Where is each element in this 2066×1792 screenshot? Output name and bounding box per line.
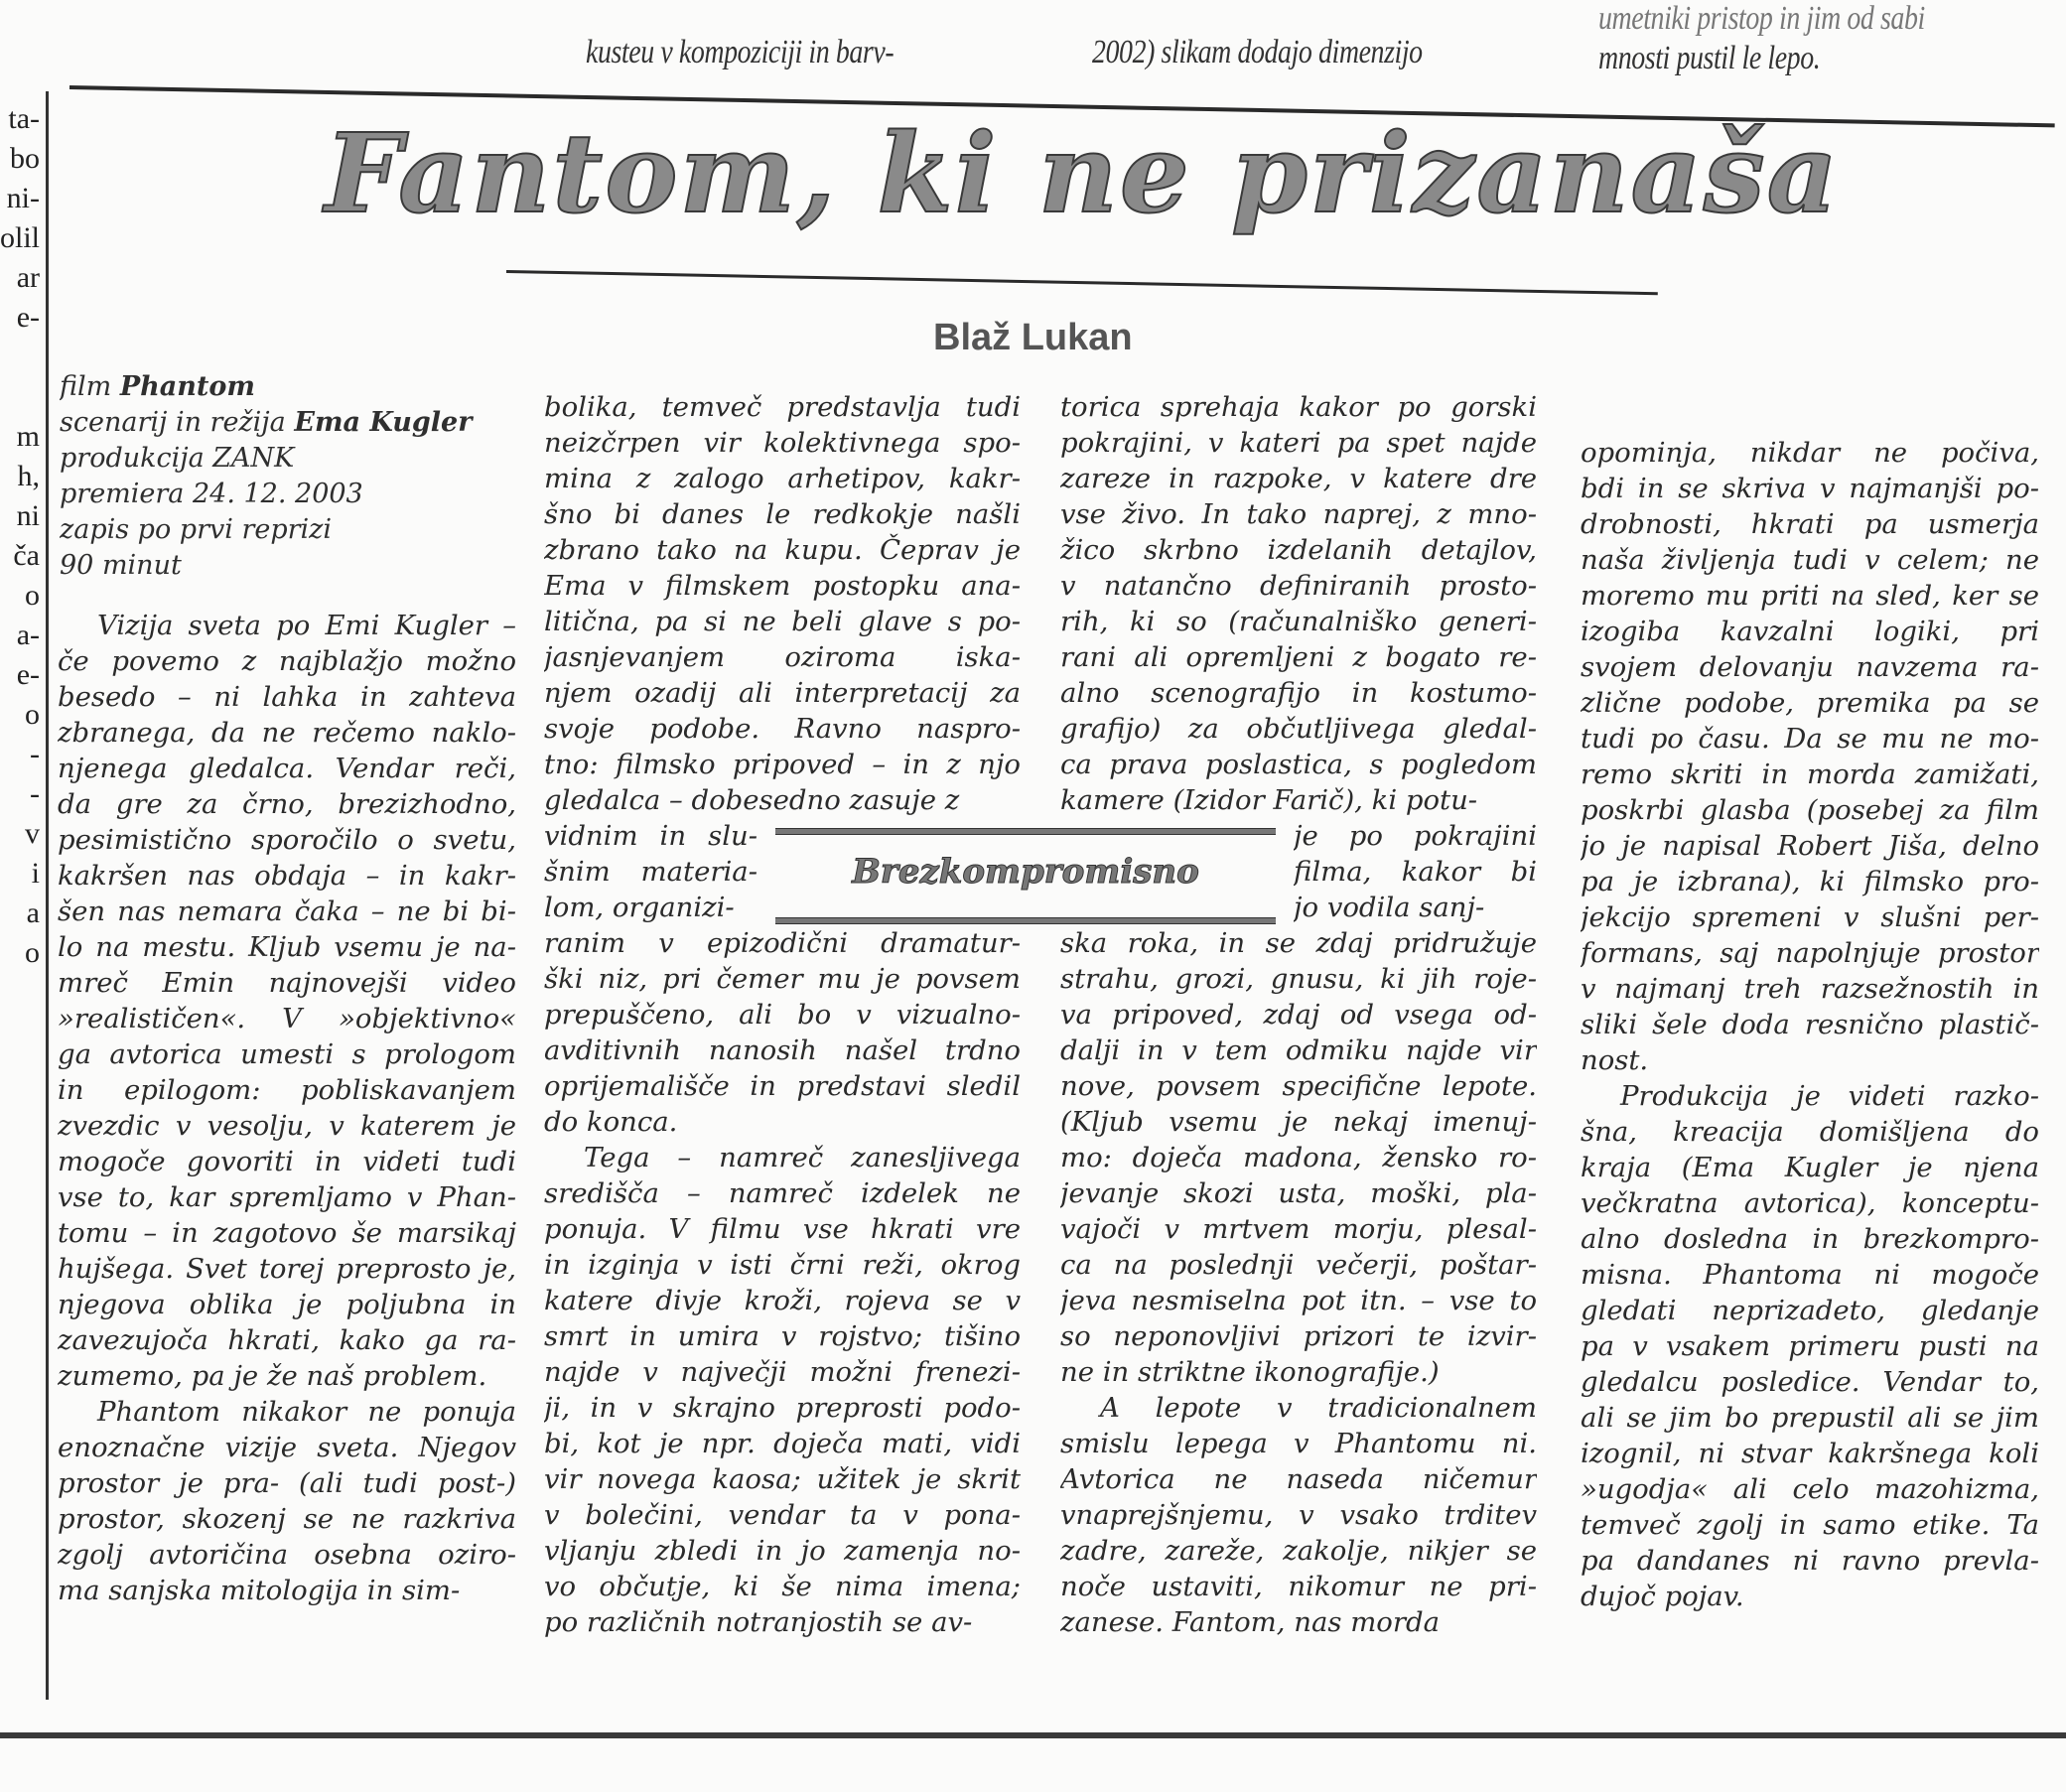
text-line: v najmanj treh razsežnostih in <box>1581 973 2039 1005</box>
paragraph <box>544 818 758 925</box>
text-line: šnim materia- <box>544 856 758 888</box>
text-line: sliki šele doda resnično plastič- <box>1581 1009 2039 1040</box>
paragraph <box>1060 1390 1537 1640</box>
text-line: pa je izbrana), ki filmsko pro- <box>1581 866 2039 897</box>
text-line: pa v vsakem primeru pusti na <box>1581 1330 2039 1362</box>
text-line: zavezujoča hkrati, kako ga ra- <box>58 1324 516 1356</box>
text-line: alno dosledna in brezkompro- <box>1581 1223 2039 1255</box>
text-line: »ugodja« ali celo mazohizma, <box>1581 1473 2039 1505</box>
text-line: jeva nesmiselna pot itn. – vse to <box>1060 1285 1537 1316</box>
text-line: je po pokrajini <box>1294 820 1537 852</box>
paragraph <box>1060 389 1537 818</box>
text-line: oprijemališče in predstavi sledil <box>544 1070 1021 1102</box>
text-line: temveč zgolj in samo etike. Ta <box>1581 1509 2039 1541</box>
text-line: jo vodila sanj- <box>1294 892 1485 923</box>
text-line: šno bi danes le redkokje našli <box>544 498 1021 530</box>
paragraph <box>1581 435 2039 1078</box>
column-divider <box>46 91 49 1700</box>
text-line: kakršen nas obdaja – in kakr- <box>58 860 516 892</box>
text-line: misna. Phantoma ni mogoče <box>1581 1259 2039 1291</box>
text-line: ponuja. V filmu vse hkrati vre <box>544 1213 1021 1245</box>
director-name: Ema Kugler <box>294 407 473 438</box>
text-line: mogoče govoriti in videti tudi <box>58 1146 516 1177</box>
info-production: produkcija ZANK <box>60 443 295 474</box>
text-line: lom, organizi- <box>544 892 735 923</box>
text-line: zgolj avtoričina osebna oziro- <box>58 1539 516 1571</box>
text-line: vse to, kar spremljamo v Phan- <box>58 1181 516 1213</box>
text-line: ranim v epizodični dramatur- <box>544 927 1021 959</box>
text-line: zbranega, da ne rečemo naklo- <box>58 717 516 749</box>
crosshead <box>775 820 1276 927</box>
text-line: rani ali opremljeni z bogato re- <box>1060 641 1537 673</box>
strip-fragment: kusteu v kompoziciji in barv- <box>586 34 895 70</box>
sliver-fragment: ni- <box>6 182 40 214</box>
sliver-fragment: i <box>31 857 40 890</box>
text-line: ska roka, in se zdaj pridružuje <box>1060 927 1537 959</box>
text-line: kraja (Ema Kugler je njena <box>1581 1152 2039 1183</box>
sliver-fragment: e- <box>16 301 40 334</box>
text-line: »realističen«. V »objektivno« <box>58 1003 516 1034</box>
info-label: scenarij in režija <box>60 407 286 438</box>
text-line: poskrbi glasba (posebej za film <box>1581 794 2039 826</box>
sliver-fragment: ni <box>16 499 40 532</box>
text-line: katere divje kroži, rojeva se v <box>544 1285 1021 1316</box>
text-line: bdi in se skriva v najmanjši po- <box>1581 473 2039 504</box>
text-line: zareze in razpoke, v katere dre <box>1060 463 1537 494</box>
text-line: avditivnih nanosih našel trdno <box>544 1034 1021 1066</box>
text-line: jevanje skozi usta, moški, pla- <box>1060 1177 1537 1209</box>
text-line: enoznačne vizije sveta. Njegov <box>58 1432 516 1463</box>
text-line: ali se jim bo prepustil ali se jim <box>1581 1402 2039 1434</box>
text-line: da gre za črno, brezizhodno, <box>58 788 516 820</box>
strip-fragment: 2002) slikam dodajo dimenzijo <box>1092 34 1423 70</box>
headline: Fantom, ki ne prizanaša <box>325 109 1840 237</box>
info-note: zapis po prvi reprizi <box>60 514 333 545</box>
text-line: izognil, ni stvar kakršnega koli <box>1581 1438 2039 1469</box>
sliver-fragment: - <box>30 777 40 810</box>
text-line: ga avtorica umesti s prologom <box>58 1038 516 1070</box>
film-title: Phantom <box>119 371 255 402</box>
text-line: hujšega. Svet torej preprosto je, <box>58 1253 516 1285</box>
sliver-fragment: e- <box>16 658 40 691</box>
info-director <box>60 405 526 441</box>
crosshead-rule <box>775 917 1276 924</box>
text-line: lo na mestu. Kljub vsemu je na- <box>58 931 516 963</box>
text-line: zumemo, pa je že naš problem. <box>58 1360 487 1392</box>
text-line: njegova oblika je poljubna in <box>58 1289 516 1320</box>
sliver-fragment: olil <box>0 221 40 254</box>
byline: Blaž Lukan <box>933 317 1133 358</box>
text-line: Tega – namreč zanesljivega <box>584 1142 1021 1173</box>
sliver-fragment <box>0 338 40 377</box>
text-line: jekcijo spremeni v slušni per- <box>1581 901 2039 933</box>
text-line: A lepote v tradicionalnem <box>1100 1392 1537 1424</box>
text-line: filma, kakor bi <box>1294 856 1537 888</box>
text-line: so neponovljivi prizori te izvir- <box>1060 1320 1537 1352</box>
text-line: noče ustaviti, nikomur ne pri- <box>1060 1571 1537 1602</box>
text-line: žico skrbno izdelanih detajlov, <box>1060 534 1537 566</box>
text-line: rih, ki so (računalniško generi- <box>1060 606 1537 637</box>
text-line: tno: filmsko pripoved – in z njo <box>544 749 1021 780</box>
text-line: vse živo. In tako naprej, z mno- <box>1060 498 1537 530</box>
text-line: Avtorica ne naseda ničemur <box>1060 1463 1537 1495</box>
text-line: šna, kreacija domišljena do <box>1581 1116 2039 1148</box>
text-line: va pripoved, zdaj od vsega od- <box>1060 999 1537 1031</box>
text-line: gledalcu posledice. Vendar to, <box>1581 1366 2039 1398</box>
text-line: vo občutje, ki še nima imena; <box>544 1571 1021 1602</box>
sliver-fragment <box>0 377 40 417</box>
strip-fragment: umetniki pristop in jim od sabi <box>1598 0 1925 37</box>
text-line: ca prava poslastica, s pogledom <box>1060 749 1537 780</box>
sliver-fragment: a- <box>16 619 40 651</box>
text-line: in epilogom: pobliskavanjem <box>58 1074 516 1106</box>
text-line: bi, kot je npr. doječa mati, vidi <box>544 1428 1021 1459</box>
paragraph <box>1294 818 1537 925</box>
text-line: vajoči v mrtvem morju, plesal- <box>1060 1213 1537 1245</box>
text-line: njem ozadij ali interpretacij za <box>544 677 1021 709</box>
text-line: ma sanjska mitologija in sim- <box>58 1575 461 1606</box>
text-line: v natančno definiranih prosto- <box>1060 570 1537 602</box>
text-line: zvezdic v vesolju, v katerem je <box>58 1110 516 1142</box>
text-line: do konca. <box>544 1106 678 1138</box>
paragraph <box>58 1394 516 1608</box>
text-line: prepuščeno, ali bo v vizualno- <box>544 999 1021 1031</box>
text-line: Ema v filmskem postopku ana- <box>544 570 1021 602</box>
text-line: šen nas nemara čaka – ne bi bi- <box>58 896 516 927</box>
text-line: strahu, grozi, gnusu, ki jih roje- <box>1060 963 1537 995</box>
sliver-fragment: h, <box>17 460 40 492</box>
crosshead-title: Brezkompromisno <box>852 852 1199 892</box>
text-line: zadre, zareže, zakolje, nikjer se <box>1060 1535 1537 1567</box>
text-line: ne in striktne ikonografije.) <box>1060 1356 1440 1388</box>
text-line: litična, pa si ne beli glave s po- <box>544 606 1021 637</box>
text-line: alno scenografijo in kostumo- <box>1060 677 1537 709</box>
text-line: drobnosti, hkrati pa usmerja <box>1581 508 2039 540</box>
text-line: prostor, skozenj se ne razkriva <box>58 1503 516 1535</box>
text-line: v bolečini, vendar ta v pona- <box>544 1499 1021 1531</box>
text-line: ški niz, pri čemer mu je povsem <box>544 963 1021 995</box>
text-line: (Kljub vsemu je nekaj imenuj- <box>1060 1106 1537 1138</box>
text-line: gledalca – dobesedno zasuje z <box>544 784 960 816</box>
text-line: mina z zalogo arhetipov, kakr- <box>544 463 1021 494</box>
text-line: naša življenja tudi v celem; ne <box>1581 544 2039 576</box>
info-duration: 90 minut <box>60 550 182 581</box>
text-line: večkratna avtorica), konceptu- <box>1581 1187 2039 1219</box>
paragraph <box>1581 1078 2039 1614</box>
article-column-4 <box>1581 435 2039 1614</box>
text-line: mo: doječa madona, žensko ro- <box>1060 1142 1537 1173</box>
text-line: neizčrpen vir kolektivnega spo- <box>544 427 1021 459</box>
sliver-fragment: m <box>16 420 40 453</box>
text-line: in izginja v isti črni reži, okrog <box>544 1249 1021 1281</box>
film-info-box <box>60 369 526 584</box>
text-line: Vizija sveta po Emi Kugler – <box>97 610 516 641</box>
article-column-2 <box>544 389 1021 1640</box>
text-line: nost. <box>1581 1044 1649 1076</box>
paragraph <box>544 389 1021 818</box>
text-line: tudi po času. Da se mu ne mo- <box>1581 723 2039 755</box>
text-line: mreč Emin najnovejši video <box>58 967 516 999</box>
sliver-fragment: o <box>25 698 40 731</box>
text-line: vidnim in slu- <box>544 820 758 852</box>
text-line: ji, in v skrajno preprosti podo- <box>544 1392 1021 1424</box>
text-line: vnaprejšnjemu, v vsako trditev <box>1060 1499 1537 1531</box>
headline-rule <box>506 270 1658 295</box>
text-line: smislu lepega v Phantomu ni. <box>1060 1428 1537 1459</box>
text-line: jo je napisal Robert Jiša, delno <box>1581 830 2039 862</box>
text-line: smrt in umira v rojstvo; tišino <box>544 1320 1021 1352</box>
previous-article-strip <box>556 0 2065 79</box>
info-premiere: premiera 24. 12. 2003 <box>60 479 363 509</box>
text-line: po različnih notranjostih se av- <box>544 1606 973 1638</box>
text-line: zlične podobe, premika pa se <box>1581 687 2039 719</box>
text-line: pokrajini, v kateri pa spet najde <box>1060 427 1537 459</box>
strip-fragment: mnosti pustil le lepo. <box>1598 40 1821 76</box>
sliver-fragment: v <box>25 817 40 850</box>
text-line: pa dandanes ni ravno prevla- <box>1581 1545 2039 1577</box>
text-line: gledati neprizadeto, gledanje <box>1581 1295 2039 1326</box>
text-line: Produkcija je videti razko- <box>1620 1080 2039 1112</box>
text-line: dujoč pojav. <box>1581 1581 1744 1612</box>
text-line: njenega gledalca. Vendar reči, <box>58 753 516 784</box>
text-line: moremo mu priti na sled, ker se <box>1581 580 2039 612</box>
text-line: torica sprehaja kakor po gorski <box>1060 391 1537 423</box>
text-line: zanese. Fantom, nas morda <box>1060 1606 1440 1638</box>
crosshead-rule <box>775 828 1276 835</box>
text-line: svojem delovanju navzema ra- <box>1581 651 2039 683</box>
text-line: bolika, temveč predstavlja tudi <box>544 391 1021 423</box>
text-line: jasnjevanjem oziroma iska- <box>544 641 1021 673</box>
article-column-3 <box>1060 389 1537 1640</box>
text-line: nove, povsem specifične lepote. <box>1060 1070 1537 1102</box>
text-line: izogiba kavzalni logiki, pri <box>1581 616 2039 647</box>
sliver-fragment: a <box>26 896 40 929</box>
text-line: tomu – in zagotovo še marsikaj <box>58 1217 516 1249</box>
text-line: prostor je pra- (ali tudi post-) <box>58 1467 516 1499</box>
paragraph <box>1060 925 1537 1390</box>
sliver-fragment: o <box>25 936 40 969</box>
info-film <box>60 369 526 405</box>
text-line: središča – namreč izdelek ne <box>544 1177 1021 1209</box>
bottom-rule <box>0 1732 2066 1738</box>
sliver-fragment: ta- <box>8 102 40 135</box>
text-line: dalji in v tem odmiku najde vir <box>1060 1034 1537 1066</box>
text-line: svoje podobe. Ravno naspro- <box>544 713 1021 745</box>
text-line: remo skriti in morda zamižati, <box>1581 758 2039 790</box>
text-line: če povemo z najblažjo možno <box>58 645 516 677</box>
sliver-fragment: ar <box>16 261 40 294</box>
sliver-fragment: ča <box>13 539 40 572</box>
text-line: Phantom nikakor ne ponuja <box>97 1396 516 1428</box>
text-line: vljanju zbledi in jo zamenja no- <box>544 1535 1021 1567</box>
text-line: grafijo) za občutljivega gledal- <box>1060 713 1537 745</box>
text-line: zbrano tako na kupu. Čeprav je <box>544 534 1021 566</box>
text-line: pesimistično sporočilo o svetu, <box>58 824 516 856</box>
paragraph <box>58 608 516 1394</box>
paragraph <box>544 925 1021 1140</box>
text-line: formans, saj napolnjuje prostor <box>1581 937 2039 969</box>
text-line: besedo – ni lahka in zahteva <box>58 681 516 713</box>
text-line: najde v največji možni frenezi- <box>544 1356 1021 1388</box>
info-label: film <box>60 371 112 402</box>
sliver-fragment: - <box>30 738 40 770</box>
text-line: ca na poslednji večerji, poštar- <box>1060 1249 1537 1281</box>
sliver-fragment: bo <box>10 142 40 175</box>
adjacent-column-sliver <box>0 99 40 973</box>
article-column-1 <box>58 608 516 1608</box>
paragraph <box>544 1140 1021 1640</box>
text-line: vir novega kaosa; užitek je skrit <box>544 1463 1021 1495</box>
text-line: opominja, nikdar ne počiva, <box>1581 437 2039 469</box>
text-line: kamere (Izidor Farič), ki potu- <box>1060 784 1478 816</box>
sliver-fragment: o <box>25 579 40 612</box>
